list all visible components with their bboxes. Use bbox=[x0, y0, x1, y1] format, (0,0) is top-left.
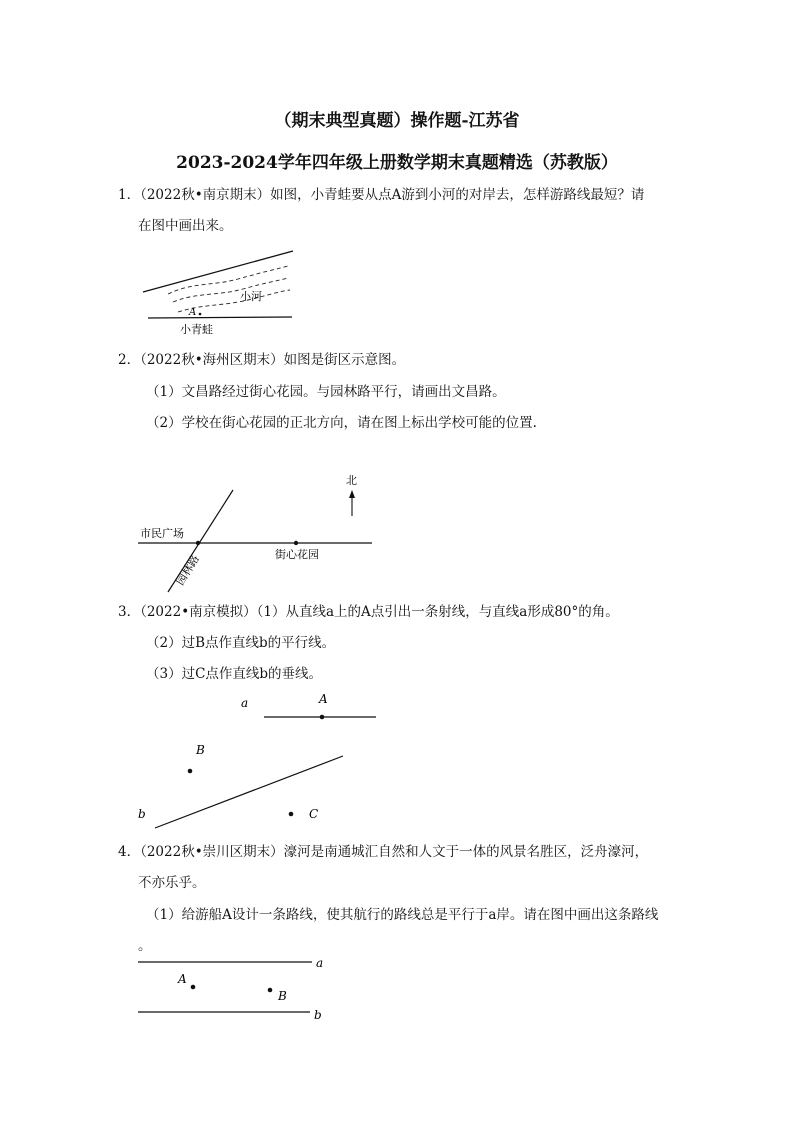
q4-text-line-2: 不亦乐乎。 bbox=[138, 875, 206, 891]
north-arrowhead bbox=[349, 490, 355, 498]
q1-text-line-2: 在图中画出来。 bbox=[138, 218, 233, 234]
plaza-point bbox=[196, 541, 200, 545]
q3-sub-2: （2）过B点作直线b的平行线。 bbox=[146, 635, 336, 651]
q4-riverbank-figure bbox=[130, 950, 340, 1030]
boat-A bbox=[191, 985, 196, 990]
q4-sub-1-line-1: （1）给游船A设计一条路线，使其航行的路线总是平行于a岸。请在图中画出这条路线 bbox=[146, 907, 659, 923]
q4-text-line-1: 4．（2022秋•崇川区期末）濠河是南通城汇自然和人文于一体的风景名胜区，泛舟濠河， bbox=[118, 844, 649, 860]
river-far-bank bbox=[143, 251, 293, 292]
title-line-2: 2023-2024学年四年级上册数学期末真题精选（苏教版） bbox=[176, 153, 618, 173]
label-point-B: B bbox=[196, 743, 205, 757]
point-A bbox=[320, 715, 325, 720]
point-a bbox=[199, 313, 202, 316]
label-garden: 街心花园 bbox=[275, 548, 319, 561]
label-yuanlin-road: 园林路 bbox=[173, 552, 203, 588]
garden-point bbox=[294, 541, 298, 545]
q2-sub-1: （1）文昌路经过街心花园。与园林路平行，请画出文昌路。 bbox=[146, 384, 506, 400]
label-line-a: a bbox=[241, 696, 249, 710]
label-boat-A: A bbox=[178, 972, 187, 986]
q2-sub-2: （2）学校在街心花园的正北方向，请在图上标出学校可能的位置. bbox=[146, 415, 537, 431]
q3-lines-figure bbox=[130, 688, 390, 833]
label-point-C: C bbox=[309, 807, 319, 821]
q4-sub-1-line-2: 。 bbox=[138, 938, 152, 954]
title-line-1: （期末典型真题）操作题-江苏省 bbox=[274, 111, 520, 131]
label-north: 北 bbox=[346, 474, 357, 487]
q2-text: 2．（2022秋•海州区期末）如图是街区示意图。 bbox=[118, 352, 406, 368]
label-point-B: B bbox=[278, 989, 287, 1003]
point-B bbox=[188, 769, 193, 774]
label-river: 小河 bbox=[240, 290, 262, 303]
q1-text-line-1: 1．（2022秋•南京期末）如图，小青蛙要从点A游到小河的对岸去，怎样游路线最短？请 bbox=[118, 187, 645, 203]
river-wave-2 bbox=[173, 278, 288, 302]
label-bank-a: a bbox=[316, 956, 324, 970]
point-C bbox=[289, 812, 294, 817]
q1-river-figure bbox=[138, 244, 298, 344]
point-B bbox=[268, 988, 273, 993]
q2-street-figure bbox=[130, 468, 380, 598]
q3-text: 3．（2022•南京模拟）（1）从直线a上的A点引出一条射线，与直线a形成80°的角。 bbox=[118, 604, 619, 620]
river-near-bank bbox=[148, 317, 292, 318]
label-line-b: b bbox=[138, 807, 146, 821]
q3-sub-3: （3）过C点作直线b的垂线。 bbox=[146, 666, 323, 682]
label-point-a: A bbox=[189, 307, 197, 318]
label-point-A: A bbox=[319, 692, 328, 706]
label-bank-b: b bbox=[314, 1008, 322, 1022]
label-frog: 小青蛙 bbox=[180, 323, 213, 336]
label-plaza: 市民广场 bbox=[140, 527, 184, 540]
